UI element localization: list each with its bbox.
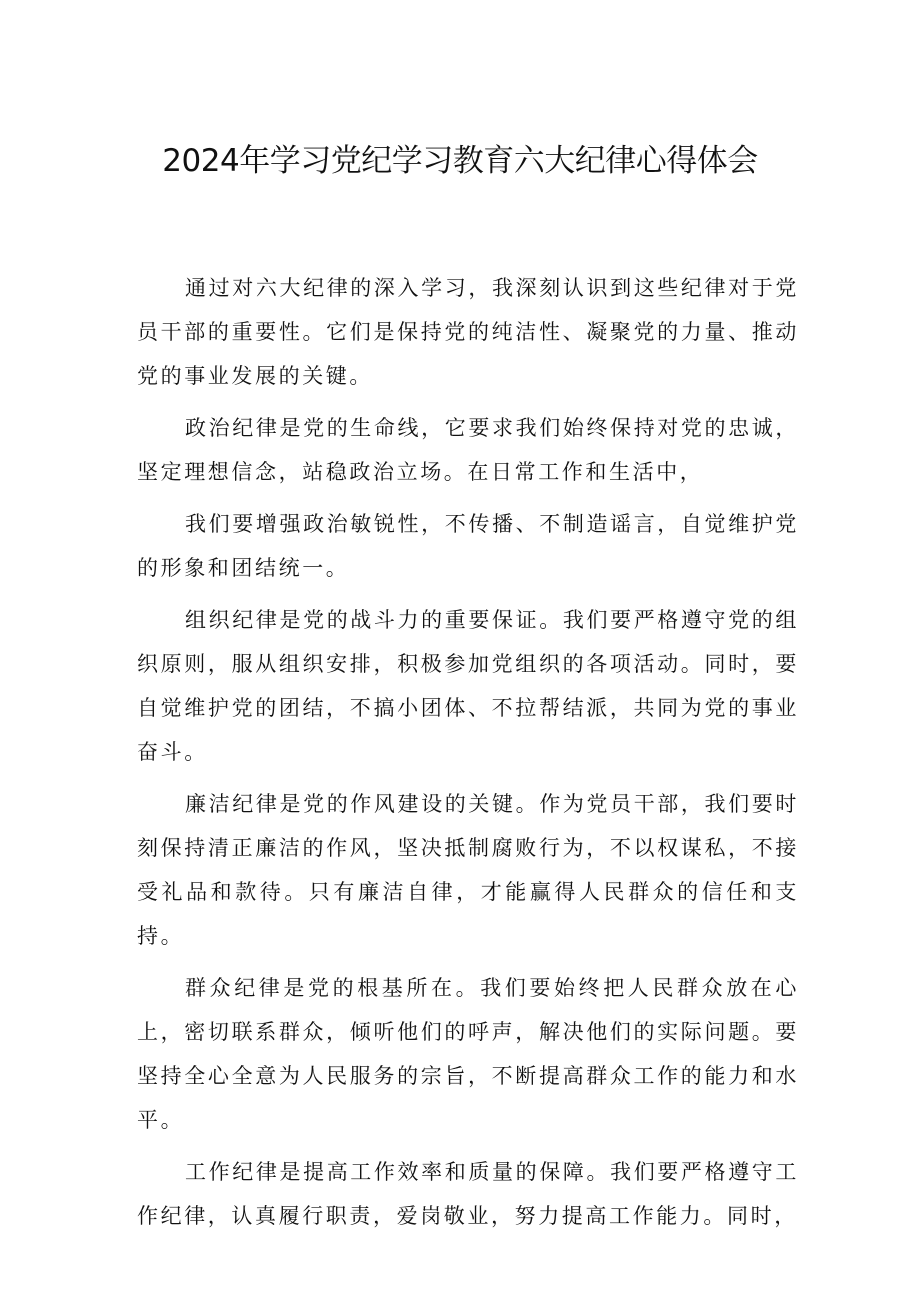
paragraph-mass-discipline: 群众纪律是党的根基所在。我们要始终把人民群众放在心上，密切联系群众，倾听他们的呼声，解决他们的实际问题。要坚持全心全意为人民服务的宗旨，不断提高群众工作的能力和水平。 bbox=[137, 976, 799, 1132]
document-body bbox=[137, 266, 799, 1246]
paragraph-political-discipline-continued: 我们要增强政治敏锐性，不传播、不制造谣言，自觉维护党的形象和团结统一。 bbox=[137, 512, 799, 580]
paragraph-organizational-discipline: 组织纪律是党的战斗力的重要保证。我们要严格遵守党的组织原则，服从组织安排，积极参加党组织的各项活动。同时，要自觉维护党的团结，不搞小团体、不拉帮结派，共同为党的事业奋斗。 bbox=[137, 608, 799, 764]
paragraph-political-discipline: 政治纪律是党的生命线，它要求我们始终保持对党的忠诚，坚定理想信念，站稳政治立场。在日常工作和生活中， bbox=[137, 416, 799, 484]
paragraph-integrity-discipline: 廉洁纪律是党的作风建设的关键。作为党员干部，我们要时刻保持清正廉洁的作风，坚决抵制腐败行为，不以权谋私，不接受礼品和款待。只有廉洁自律，才能赢得人民群众的信任和支持。 bbox=[137, 792, 799, 948]
document-title: 2024年学习党纪学习教育六大纪律心得体会 bbox=[162, 143, 758, 179]
paragraph-work-discipline: 工作纪律是提高工作效率和质量的保障。我们要严格遵守工作纪律，认真履行职责，爱岗敬业，努力提高工作能力。同时， bbox=[137, 1160, 799, 1228]
paragraph-intro: 通过对六大纪律的深入学习，我深刻认识到这些纪律对于党员干部的重要性。它们是保持党的纯洁性、凝聚党的力量、推动党的事业发展的关键。 bbox=[137, 276, 799, 388]
